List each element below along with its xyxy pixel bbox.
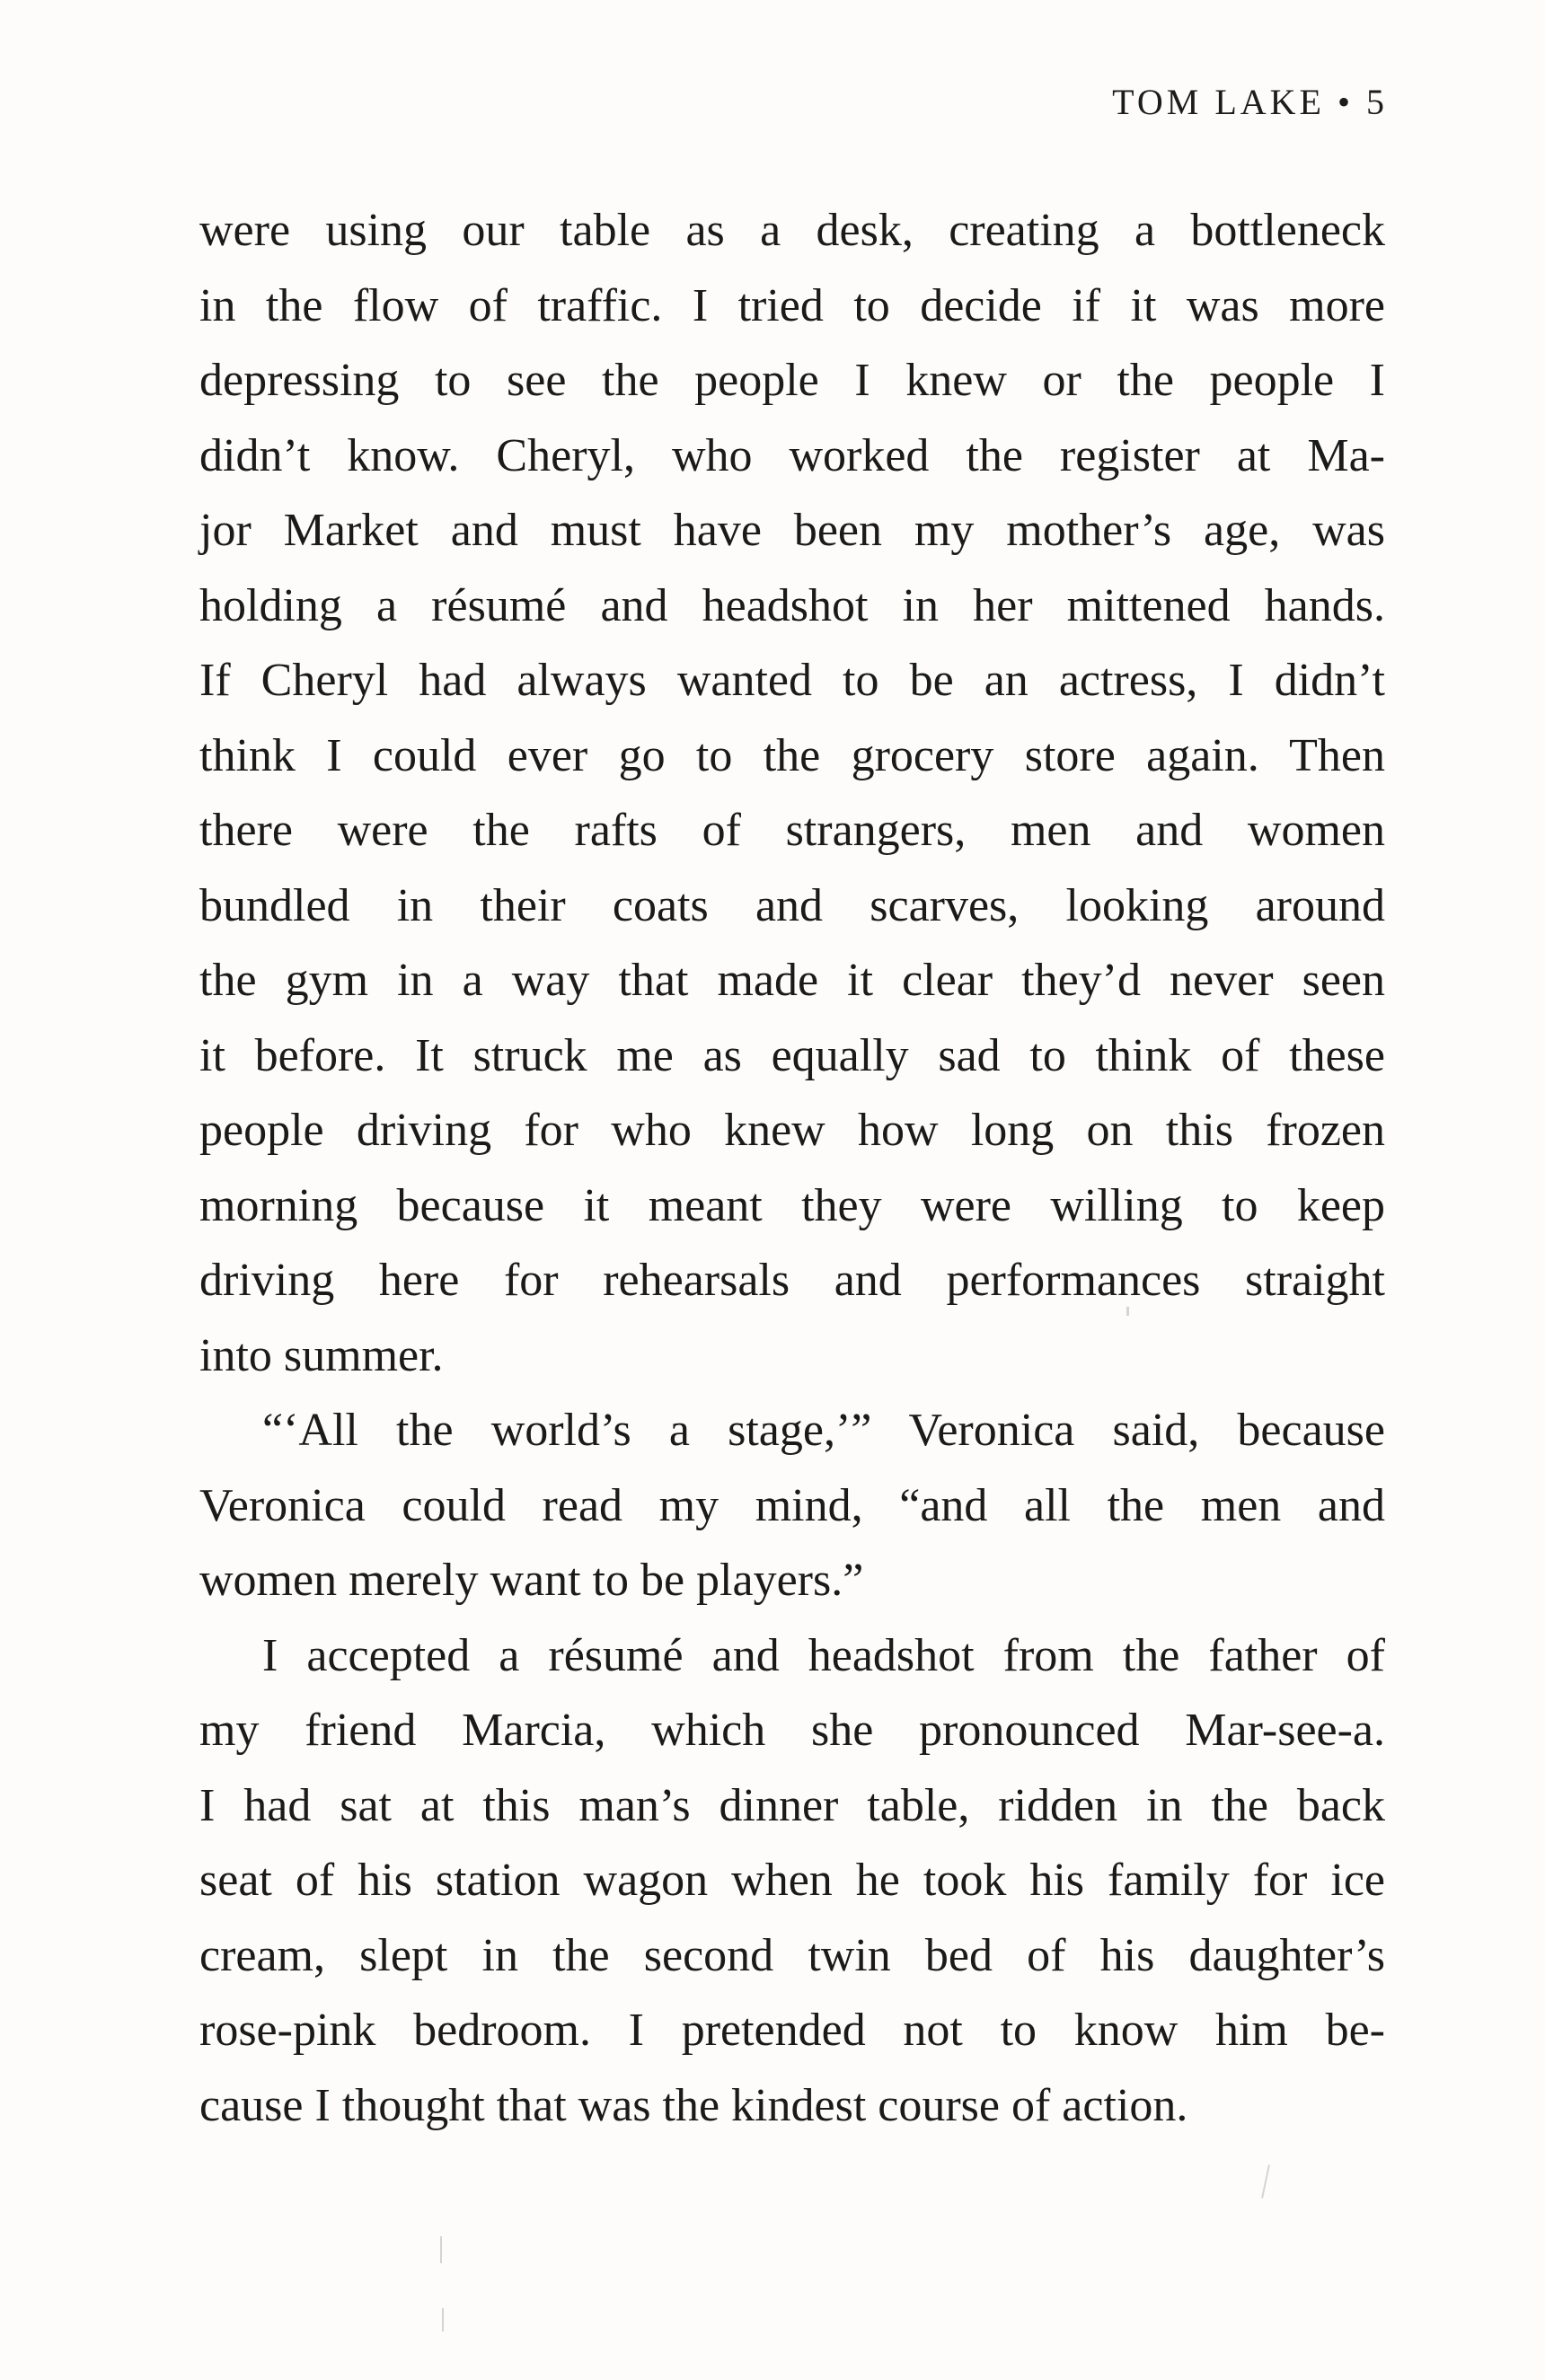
text-line: cause I thought that was the kindest course of action. xyxy=(199,2079,1188,2131)
text-line: women merely want to be players.” xyxy=(199,1555,864,1606)
page-number: 5 xyxy=(1366,82,1388,122)
text-line: driving here for rehearsals and performances straight xyxy=(199,1255,1385,1306)
text-line: people driving for who knew how long on this frozen xyxy=(199,1105,1385,1156)
text-line: the gym in a way that made it clear they’d never seen xyxy=(199,955,1385,1006)
text-line: jor Market and must have been my mother’s age, was xyxy=(199,505,1385,556)
text-line: didn’t know. Cheryl, who worked the register at Ma- xyxy=(199,429,1385,481)
text-line: morning because it meant they were willing to keep xyxy=(199,1179,1385,1231)
paragraph-2 xyxy=(199,1393,1385,1618)
book-title: TOM LAKE xyxy=(1112,82,1325,122)
text-line: into summer. xyxy=(199,1329,444,1381)
text-line: in the flow of traffic. I tried to decide if it was more xyxy=(199,279,1385,331)
text-line: there were the rafts of strangers, men and women xyxy=(199,805,1385,856)
text-line: Veronica could read my mind, “and all the men and xyxy=(199,1479,1385,1531)
body-text xyxy=(199,193,1385,2143)
text-line: rose-pink bedroom. I pretended not to know him be- xyxy=(199,2005,1385,2056)
scan-speck xyxy=(440,2236,442,2263)
scan-speck xyxy=(1126,1307,1129,1316)
text-line: bundled in their coats and scarves, looking around xyxy=(199,879,1385,931)
text-line: it before. It struck me as equally sad to think of these xyxy=(199,1029,1385,1081)
text-line: think I could ever go to the grocery store again. Then xyxy=(199,729,1385,781)
text-line: my friend Marcia, which she pronounced Mar-see-a. xyxy=(199,1705,1385,1756)
text-line: depressing to see the people I knew or the people I xyxy=(199,355,1385,406)
text-line: cream, slept in the second twin bed of his daughter’s xyxy=(199,1929,1385,1981)
paragraph-3 xyxy=(199,1618,1385,2144)
text-line: were using our table as a desk, creating a bottleneck xyxy=(199,205,1385,256)
running-head xyxy=(1112,81,1388,123)
text-line: seat of his station wagon when he took his family for ice xyxy=(199,1855,1385,1906)
text-line: I accepted a résumé and headshot from the father of xyxy=(262,1629,1385,1681)
scan-speck xyxy=(442,2308,444,2332)
header-separator: • xyxy=(1337,82,1354,122)
text-line: If Cheryl had always wanted to be an actress, I didn’t xyxy=(199,655,1385,706)
text-line: “‘All the world’s a stage,’” Veronica said, because xyxy=(262,1405,1385,1456)
text-line: I had sat at this man’s dinner table, ridden in the back xyxy=(199,1779,1385,1831)
paragraph-1 xyxy=(199,193,1385,1393)
scan-speck xyxy=(1261,2164,1270,2199)
text-line: holding a résumé and headshot in her mittened hands. xyxy=(199,579,1385,631)
